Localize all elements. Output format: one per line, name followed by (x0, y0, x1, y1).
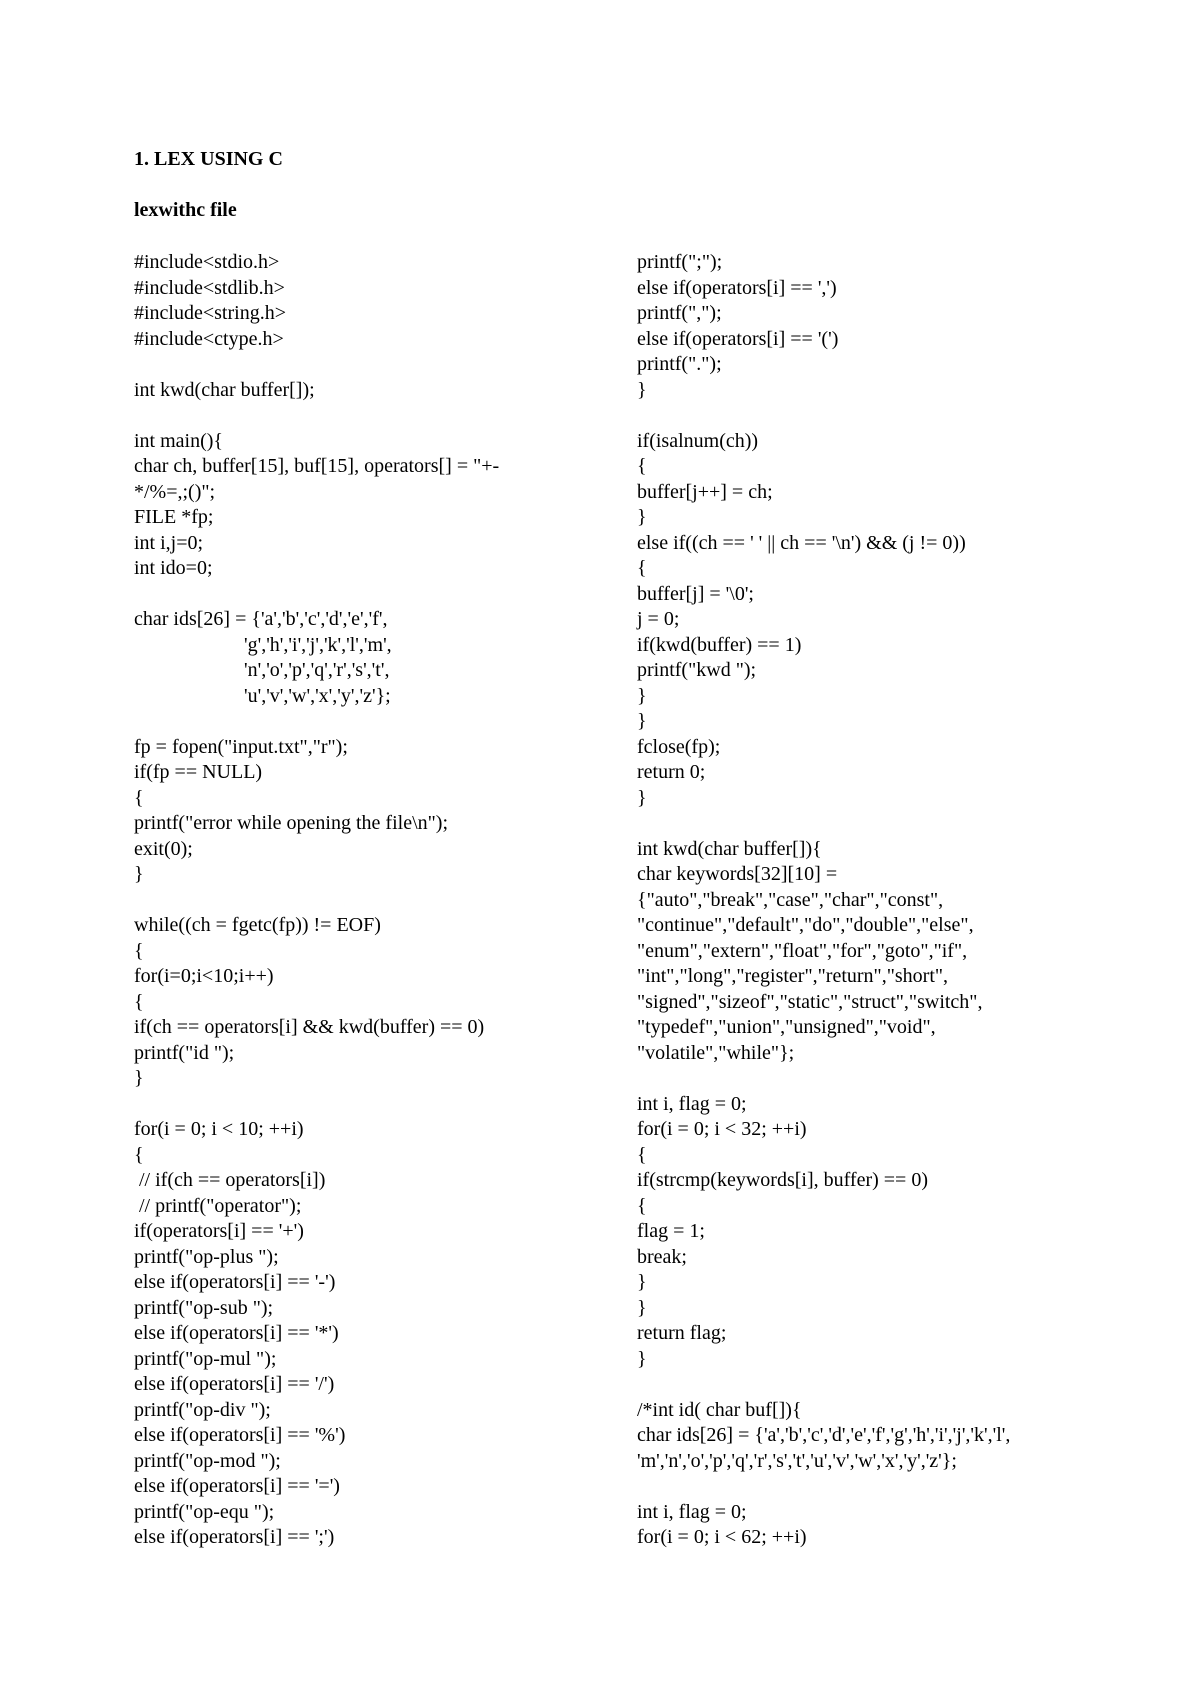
code-line: printf("op-sub "); (134, 1296, 274, 1319)
code-line: if(fp == NULL) (134, 761, 263, 783)
code-line: "volatile","while"}; (637, 1041, 795, 1064)
code-line: } (134, 863, 144, 885)
code-line: fclose(fp); (637, 735, 721, 758)
code-line: { (134, 939, 144, 962)
code-line: while((ch = fgetc(fp)) != EOF) (134, 914, 381, 936)
code-line: } (637, 786, 647, 809)
code-line: 'n','o','p','q','r','s','t', (134, 659, 390, 681)
code-line: } (637, 684, 647, 707)
code-line: } (637, 1296, 647, 1319)
code-line: int i,j=0; (134, 531, 204, 554)
code-line: for(i = 0; i < 62; ++i) (637, 1526, 807, 1548)
code-line: return 0; (637, 761, 706, 783)
code-line: else if(operators[i] == '/') (134, 1373, 335, 1395)
code-line (637, 811, 1097, 837)
code-line: #include<stdio.h> (134, 251, 280, 273)
code-line: { (637, 455, 647, 477)
file-heading: lexwithc file (134, 199, 237, 221)
code-line (134, 582, 604, 608)
code-line: int ido=0; (134, 557, 213, 579)
code-line (134, 403, 604, 429)
code-line: printf(";"); (637, 251, 723, 273)
code-line: int main(){ (134, 429, 224, 452)
code-line: int i, flag = 0; (637, 1092, 747, 1115)
code-line: int kwd(char buffer[]){ (637, 837, 822, 860)
code-line: if(kwd(buffer) == 1) (637, 633, 802, 656)
code-line: else if(operators[i] == '-') (134, 1271, 336, 1293)
code-line: printf("op-equ "); (134, 1500, 275, 1523)
code-line: else if(operators[i] == ';') (134, 1526, 335, 1548)
code-line: 'm','n','o','p','q','r','s','t','u','v','w','x','y','z'}; (637, 1449, 957, 1472)
code-line: { (134, 786, 144, 809)
code-column-left (134, 250, 604, 1551)
code-line: return flag; (637, 1322, 727, 1344)
code-line (134, 1092, 604, 1118)
code-line: } (134, 1067, 144, 1089)
code-line: "enum","extern","float","for","goto","if", (637, 939, 968, 962)
code-line: printf("op-mod "); (134, 1449, 281, 1472)
code-line: printf("op-plus "); (134, 1245, 279, 1268)
code-line: #include<string.h> (134, 302, 286, 324)
code-line: printf("error while opening the file\n"); (134, 812, 449, 834)
code-line: else if(operators[i] == '*') (134, 1322, 339, 1344)
code-line: for(i = 0; i < 32; ++i) (637, 1118, 807, 1140)
code-line: printf(","); (637, 302, 722, 324)
code-line: else if(operators[i] == '%') (134, 1424, 346, 1446)
code-line: char ids[26] = {'a','b','c','d','e','f','g','h','i','j','k','l', (637, 1424, 1011, 1446)
code-line: { (134, 990, 144, 1013)
code-line: else if((ch == ' ' || ch == '\n') && (j != 0)) (637, 531, 966, 554)
code-line: #include<stdlib.h> (134, 276, 285, 299)
code-line: "continue","default","do","double","else", (637, 914, 974, 936)
code-line (637, 1066, 1097, 1092)
code-line: // if(ch == operators[i]) (134, 1169, 326, 1191)
code-line: 'u','v','w','x','y','z'}; (134, 684, 391, 707)
code-line (134, 352, 604, 378)
code-line: if(ch == operators[i] && kwd(buffer) == 0) (134, 1016, 485, 1038)
code-line: else if(operators[i] == '(') (637, 327, 839, 350)
code-line: char ids[26] = {'a','b','c','d','e','f', (134, 608, 388, 630)
code-line: { (134, 1143, 144, 1166)
code-line: break; (637, 1245, 687, 1268)
code-line: if(isalnum(ch)) (637, 429, 759, 452)
code-line: buffer[j] = '\0'; (637, 582, 754, 605)
code-line: FILE *fp; (134, 506, 214, 528)
code-line: char keywords[32][10] = (637, 863, 838, 885)
code-line: "typedef","union","unsigned","void", (637, 1016, 936, 1038)
code-line (637, 403, 1097, 429)
code-line: printf("op-div "); (134, 1398, 271, 1421)
code-line: for(i = 0; i < 10; ++i) (134, 1118, 304, 1140)
code-line: { (637, 557, 647, 579)
code-line (134, 709, 604, 735)
code-line: // printf("operator"); (134, 1194, 302, 1217)
code-line: "int","long","register","return","short", (637, 965, 949, 987)
code-line: /*int id( char buf[]){ (637, 1398, 802, 1421)
code-line: } (637, 506, 647, 528)
code-line: char ch, buffer[15], buf[15], operators[] = "+- (134, 455, 500, 477)
code-line: int kwd(char buffer[]); (134, 378, 315, 401)
code-line: } (637, 378, 647, 401)
code-line: flag = 1; (637, 1220, 705, 1242)
code-line: else if(operators[i] == ',') (637, 276, 837, 299)
code-line: else if(operators[i] == '=') (134, 1475, 340, 1497)
code-line: if(operators[i] == '+') (134, 1220, 304, 1242)
code-line: fp = fopen("input.txt","r"); (134, 735, 348, 758)
code-line: printf("op-mul "); (134, 1347, 277, 1370)
document-title: 1. LEX USING C (134, 148, 283, 170)
code-line (637, 1474, 1097, 1500)
code-line: printf("."); (637, 353, 722, 375)
code-line: } (637, 1347, 647, 1370)
code-line: */%=,;()"; (134, 480, 216, 503)
code-line: } (637, 710, 647, 732)
code-line: "signed","sizeof","static","struct","switch", (637, 990, 983, 1013)
code-line: int i, flag = 0; (637, 1500, 747, 1523)
code-line: { (637, 1194, 647, 1217)
code-line: { (637, 1143, 647, 1166)
code-line: for(i=0;i<10;i++) (134, 965, 274, 987)
code-line: {"auto","break","case","char","const", (637, 888, 944, 911)
code-line: printf("kwd "); (637, 659, 757, 681)
code-column-right (637, 250, 1097, 1551)
code-line: } (637, 1271, 647, 1293)
code-line: #include<ctype.h> (134, 327, 284, 350)
code-line (637, 1372, 1097, 1398)
code-line: j = 0; (637, 608, 680, 630)
code-line: printf("id "); (134, 1041, 235, 1064)
code-line: buffer[j++] = ch; (637, 480, 773, 503)
code-line (134, 888, 604, 914)
code-line: exit(0); (134, 837, 193, 860)
code-line: if(strcmp(keywords[i], buffer) == 0) (637, 1169, 928, 1191)
code-line: 'g','h','i','j','k','l','m', (134, 633, 392, 656)
